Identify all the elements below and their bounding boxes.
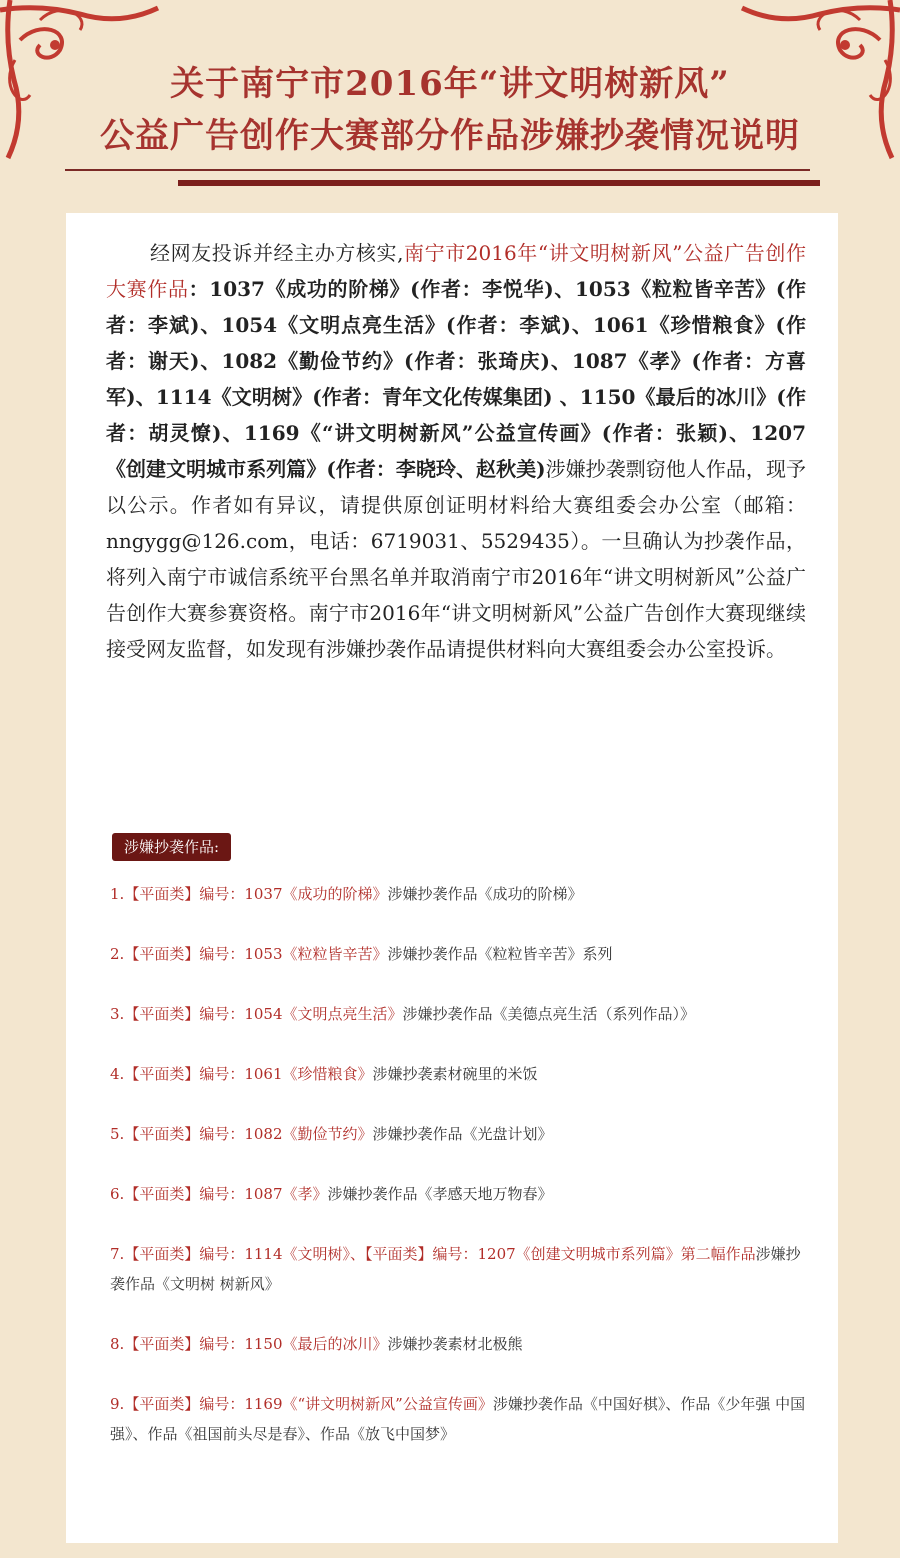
item-text: 涉嫌抄袭作品《中国好棋》、作品《少年强 中国强》、作品《祖国前头尽是春》、作品《放飞中国梦》 bbox=[110, 1395, 806, 1443]
item-code: 【平面类】编号：1061《珍惜粮食》 bbox=[124, 1065, 373, 1083]
list-item bbox=[110, 1119, 815, 1149]
title-divider-thin bbox=[65, 169, 810, 171]
item-text: 涉嫌抄袭素材北极熊 bbox=[387, 1335, 523, 1353]
item-code: 【平面类】编号：1082《勤俭节约》 bbox=[124, 1125, 373, 1143]
intro-works-list: ：1037《成功的阶梯》(作者：李悦华)、1053《粒粒皆辛苦》(作者：李斌)、1054《文明点亮生活》(作者：李斌)、1061《珍惜粮食》(作者：谢天)、1082《勤俭节约》(作者：张琦庆)、1087《孝》(作者：方喜军)、1114《文明树》(作者：青年文化传媒集团) 、1150《最后的冰川》(作者：胡灵憭)、1169《“讲文明树新风”公益宣传画》(作者：张颖)、1207《创建文明城市系列篇》(作者：李晓玲、赵秋美) bbox=[106, 277, 807, 481]
plagiarism-list bbox=[110, 879, 815, 1449]
item-code: 【平面类】编号：1114《文明树》、【平面类】编号：1207《创建文明城市系列篇》第二幅作品 bbox=[124, 1245, 756, 1263]
section-tag: 涉嫌抄袭作品: bbox=[112, 833, 231, 861]
item-text: 涉嫌抄袭素材碗里的米饭 bbox=[372, 1065, 538, 1083]
intro-rest: 涉嫌抄袭剽窃他人作品，现予以公示。作者如有异议，请提供原创证明材料给大赛组委会办公室（邮箱：nngygg@126.com，电话：6719031、5529435）。一旦确认为抄袭作品，将列入南宁市诚信系统平台黑名单并取消南宁市2016年“讲文明树新风”公益广告创作大赛参赛资格。南宁市2016年“讲文明树新风”公益广告创作大赛现继续接受网友监督，如发现有涉嫌抄袭作品请提供材料向大赛组委会办公室投诉。 bbox=[106, 457, 806, 661]
page-title bbox=[60, 58, 840, 162]
list-item bbox=[110, 939, 815, 969]
item-text: 涉嫌抄袭作品《孝感天地万物春》 bbox=[327, 1185, 553, 1203]
item-text: 涉嫌抄袭作品《成功的阶梯》 bbox=[387, 885, 583, 903]
item-number: 9. bbox=[110, 1395, 125, 1413]
item-code: 【平面类】编号：1053《粒粒皆辛苦》 bbox=[124, 945, 388, 963]
list-item bbox=[110, 1239, 815, 1299]
item-code: 【平面类】编号：1087《孝》 bbox=[124, 1185, 328, 1203]
item-code: 【平面类】编号：1037《成功的阶梯》 bbox=[124, 885, 388, 903]
item-number: 7. bbox=[110, 1245, 125, 1263]
item-code: 【平面类】编号：1150《最后的冰川》 bbox=[124, 1335, 388, 1353]
list-item bbox=[110, 1389, 815, 1449]
item-number: 5. bbox=[110, 1125, 125, 1143]
item-number: 2. bbox=[110, 945, 125, 963]
title-divider-thick bbox=[178, 180, 820, 186]
item-number: 3. bbox=[110, 1005, 125, 1023]
item-number: 4. bbox=[110, 1065, 125, 1083]
list-item bbox=[110, 1329, 815, 1359]
title-line-1: 关于南宁市2016年“讲文明树新风” bbox=[170, 64, 730, 104]
list-item bbox=[110, 999, 815, 1029]
intro-lead: 经网友投诉并经主办方核实, bbox=[150, 241, 404, 265]
item-text: 涉嫌抄袭作品《美德点亮生活（系列作品）》 bbox=[402, 1005, 696, 1023]
item-text: 涉嫌抄袭作品《光盘计划》 bbox=[372, 1125, 553, 1143]
item-text: 涉嫌抄袭作品《文明树 树新风》 bbox=[110, 1245, 801, 1293]
intro-paragraph bbox=[106, 235, 806, 667]
item-number: 8. bbox=[110, 1335, 125, 1353]
intro-red-text: 南宁市2016年“讲文明树新风”公益广告创作大赛作品 bbox=[106, 241, 806, 301]
item-text: 涉嫌抄袭作品《粒粒皆辛苦》系列 bbox=[387, 945, 613, 963]
item-code: 【平面类】编号：1054《文明点亮生活》 bbox=[124, 1005, 403, 1023]
item-number: 6. bbox=[110, 1185, 125, 1203]
item-number: 1. bbox=[110, 885, 125, 903]
list-item bbox=[110, 1059, 815, 1089]
content-card bbox=[66, 213, 838, 1543]
list-item bbox=[110, 1179, 815, 1209]
list-item bbox=[110, 879, 815, 909]
item-code: 【平面类】编号：1169《“讲文明树新风”公益宣传画》 bbox=[124, 1395, 493, 1413]
title-line-2: 公益广告创作大赛部分作品涉嫌抄袭情况说明 bbox=[100, 116, 800, 156]
